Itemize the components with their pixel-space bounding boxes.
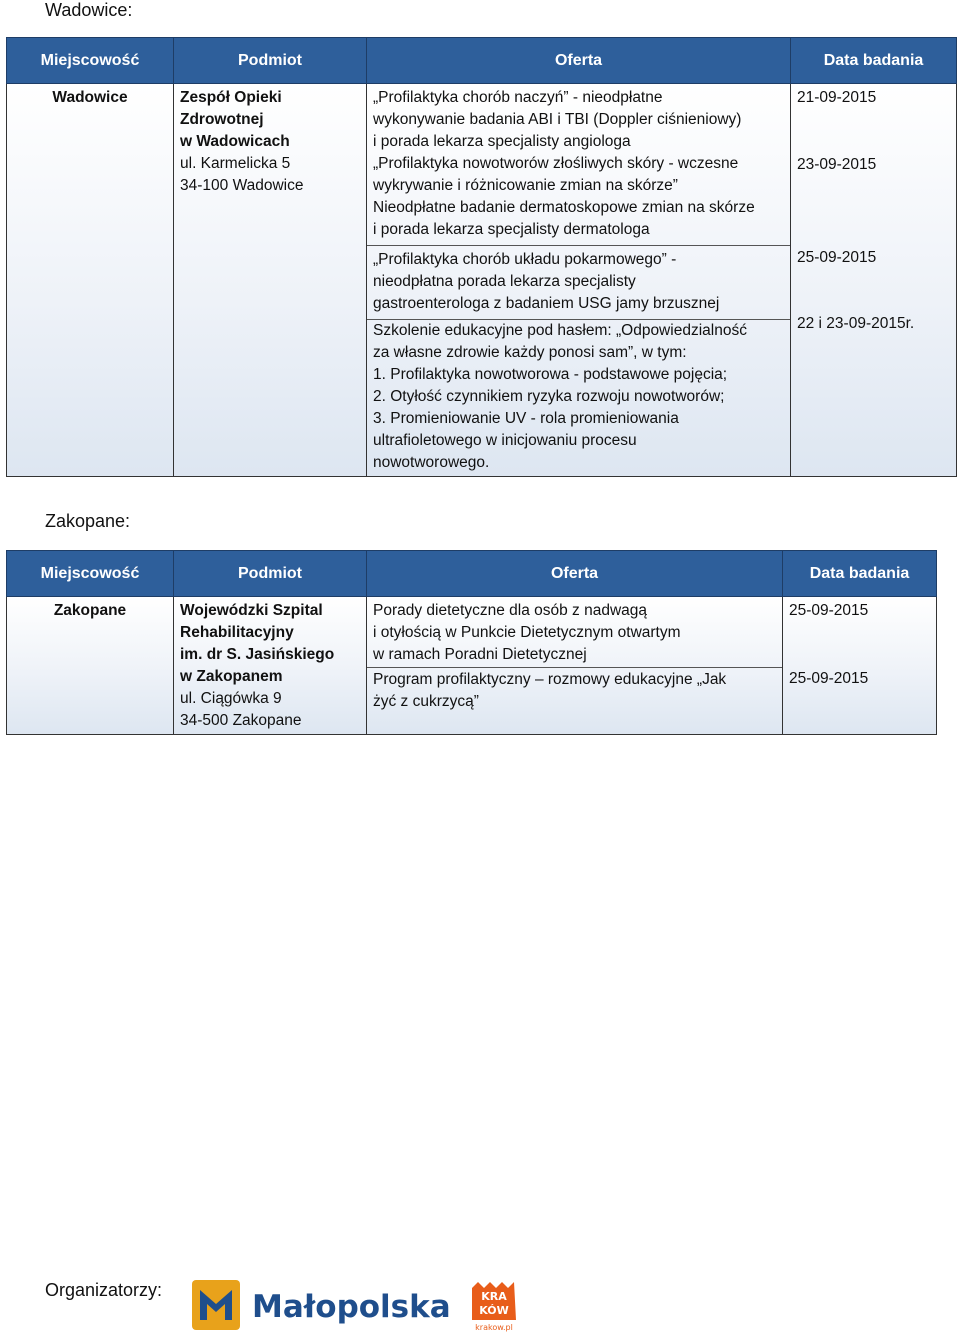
table-row	[7, 84, 957, 477]
podmiot-line: w Wadowicach	[180, 133, 290, 150]
header-miejscowosc: Miejscowość	[7, 551, 174, 597]
malopolska-logo-text: Małopolska	[252, 1289, 451, 1325]
offer-line: i otyłością w Punkcie Dietetycznym otwartym	[373, 624, 681, 641]
podmiot-line: w Zakopanem	[180, 668, 283, 685]
offer-item	[367, 597, 782, 667]
header-podmiot: Podmiot	[174, 551, 367, 597]
wadowice-section-label: Wadowice:	[45, 0, 133, 20]
offer-line: 2. Otyłość czynnikiem ryzyka rozwoju nowotworów;	[373, 388, 725, 405]
offer-line: 3. Promieniowanie UV - rola promieniowania	[373, 410, 679, 427]
offer-date: 21-09-2015	[797, 89, 877, 106]
offer-line: i porada lekarza specjalisty angiologa	[373, 133, 631, 150]
offer-item	[367, 319, 790, 476]
dates-cell	[791, 84, 957, 477]
podmiot-line: im. dr S. Jasińskiego	[180, 646, 335, 663]
offer-date: 22 i 23-09-2015r.	[797, 315, 915, 332]
header-podmiot: Podmiot	[174, 38, 367, 84]
dates-cell	[783, 597, 937, 735]
offer-item	[367, 153, 790, 245]
offer-line: w ramach Poradni Dietetycznej	[373, 646, 587, 663]
header-miejscowosc: Miejscowość	[7, 38, 174, 84]
krakow-logo-line2: KÓW	[479, 1304, 509, 1317]
city-cell: Zakopane	[7, 597, 174, 735]
podmiot-line: Zdrowotnej	[180, 111, 264, 128]
table-header-row	[7, 38, 957, 84]
offer-line: 1. Profilaktyka nowotworowa - podstawowe pojęcia;	[373, 366, 728, 383]
podmiot-address: ul. Ciągówka 9	[180, 690, 282, 707]
table-header-row	[7, 551, 937, 597]
offer-date: 23-09-2015	[797, 156, 877, 173]
offer-date: 25-09-2015	[789, 670, 869, 687]
krakow-logo-url: krakow.pl	[475, 1323, 513, 1332]
offer-line: za własne zdrowie każdy ponosi sam”, w tym:	[373, 344, 687, 361]
zakopane-table	[6, 550, 937, 735]
offer-item	[367, 84, 790, 153]
krakow-logo	[468, 1278, 520, 1332]
offer-date: 25-09-2015	[797, 249, 877, 266]
offer-line: Szkolenie edukacyjne pod hasłem: „Odpowiedzialność	[373, 322, 747, 339]
offer-line: nieodpłatna porada lekarza specjalisty	[373, 273, 636, 290]
offer-line: „Profilaktyka nowotworów złośliwych skóry - wczesne	[373, 155, 739, 172]
offer-date: 25-09-2015	[789, 602, 869, 619]
organizers-label: Organizatorzy:	[45, 1280, 163, 1300]
krakow-logo-line1: KRA	[481, 1290, 507, 1303]
offer-line: wykonywanie badania ABI i TBI (Doppler ciśnieniowy)	[373, 111, 742, 128]
offer-line: żyć z cukrzycą”	[373, 693, 479, 710]
header-oferta: Oferta	[367, 38, 791, 84]
offer-line: „Profilaktyka chorób naczyń” - nieodpłatne	[373, 89, 663, 106]
offers-cell	[367, 597, 783, 735]
offer-line: Nieodpłatne badanie dermatoskopowe zmian na skórze	[373, 199, 755, 216]
offer-line: ultrafioletowego w inicjowaniu procesu	[373, 432, 637, 449]
offer-line: nowotworowego.	[373, 454, 490, 471]
offers-cell	[367, 84, 791, 477]
offer-line: gastroenterologa z badaniem USG jamy brzusznej	[373, 295, 720, 312]
header-oferta: Oferta	[367, 551, 783, 597]
podmiot-address: ul. Karmelicka 5	[180, 155, 291, 172]
malopolska-logo	[192, 1280, 451, 1330]
podmiot-line: Zespół Opieki	[180, 89, 282, 106]
zakopane-section-label: Zakopane:	[45, 511, 131, 531]
city-cell: Wadowice	[7, 84, 174, 477]
table-row	[7, 597, 937, 735]
wadowice-table	[6, 37, 957, 477]
podmiot-cell	[174, 84, 367, 477]
header-data: Data badania	[791, 38, 957, 84]
offer-line: „Profilaktyka chorób układu pokarmowego” -	[373, 251, 677, 268]
podmiot-line: Rehabilitacyjny	[180, 624, 294, 641]
podmiot-cell	[174, 597, 367, 735]
offer-item	[367, 245, 790, 319]
offer-line: Program profilaktyczny – rozmowy edukacyjne „Jak	[373, 671, 727, 688]
podmiot-postcode: 34-500 Zakopane	[180, 712, 302, 729]
offer-item	[367, 667, 782, 713]
offer-line: i porada lekarza specjalisty dermatologa	[373, 221, 650, 238]
podmiot-postcode: 34-100 Wadowice	[180, 177, 304, 194]
offer-line: Porady dietetyczne dla osób z nadwagą	[373, 602, 648, 619]
offer-line: wykrywanie i różnicowanie zmian na skórze”	[373, 177, 678, 194]
header-data: Data badania	[783, 551, 937, 597]
podmiot-line: Wojewódzki Szpital	[180, 602, 323, 619]
